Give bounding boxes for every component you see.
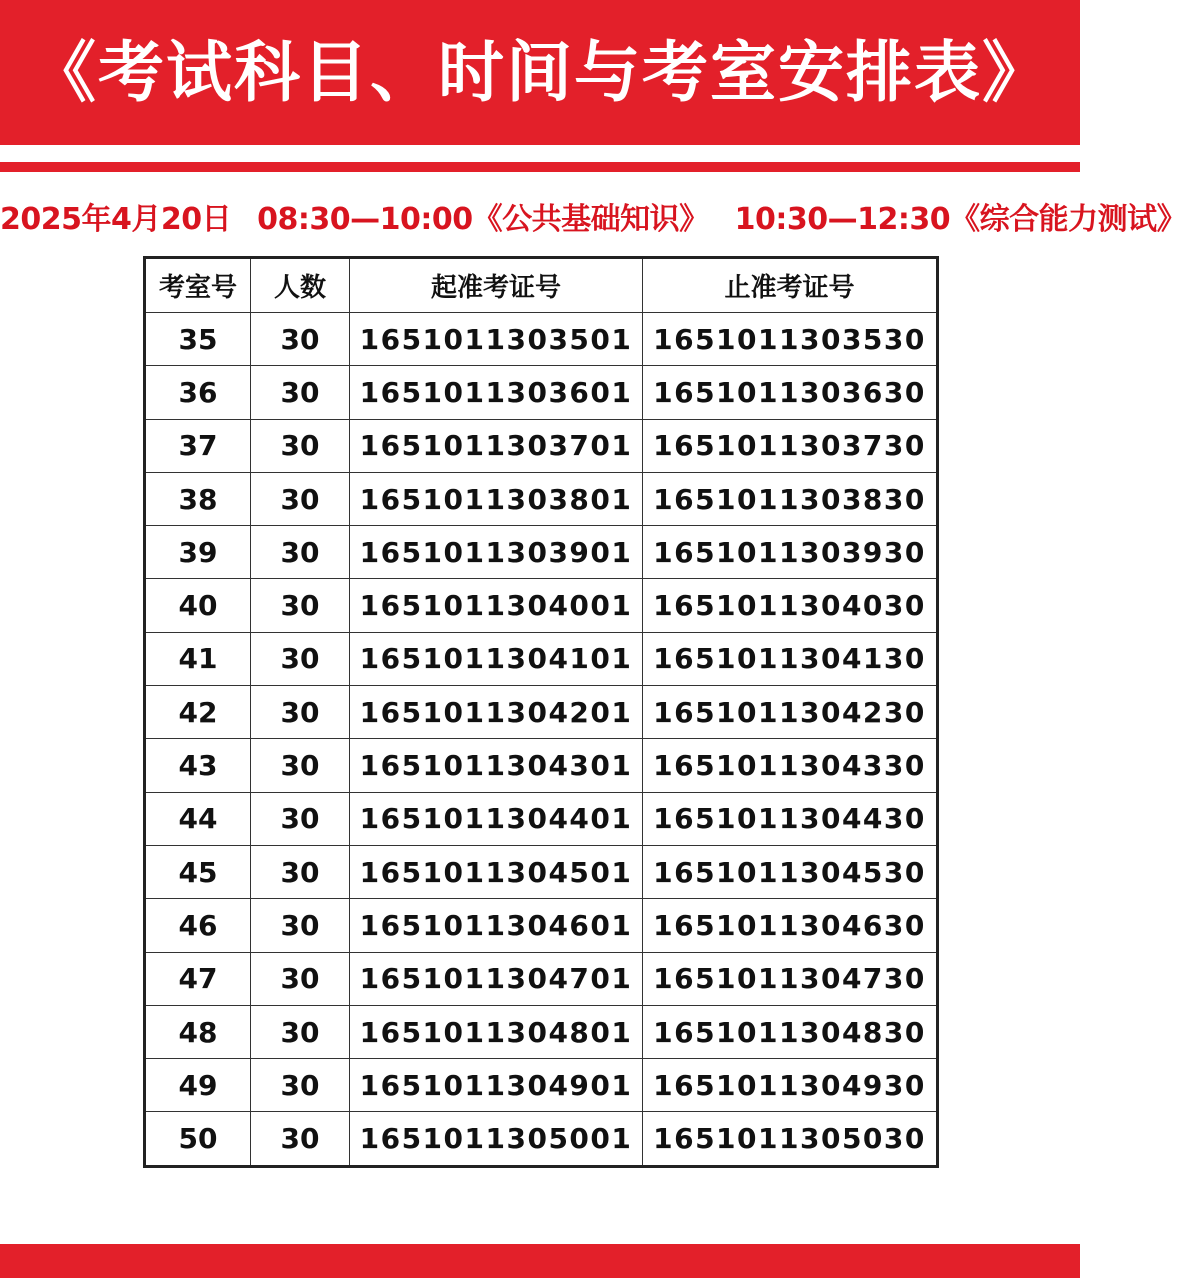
header-start-ticket: 起准考证号 — [350, 258, 643, 313]
bottom-stripe — [0, 1244, 1080, 1278]
headcount-cell: 30 — [251, 1112, 350, 1166]
header-headcount: 人数 — [251, 258, 350, 313]
headcount-cell: 30 — [251, 739, 350, 792]
table-row — [145, 845, 938, 898]
table-row — [145, 632, 938, 685]
headcount-cell: 30 — [251, 419, 350, 472]
end-ticket-cell: 1651011303530 — [643, 313, 938, 366]
header-end-ticket: 止准考证号 — [643, 258, 938, 313]
table-row — [145, 419, 938, 472]
room-number-cell: 39 — [145, 526, 251, 579]
table-row — [145, 686, 938, 739]
table-row — [145, 1059, 938, 1112]
room-number-cell: 46 — [145, 899, 251, 952]
room-number-cell: 50 — [145, 1112, 251, 1166]
end-ticket-cell: 1651011303730 — [643, 419, 938, 472]
headcount-cell: 30 — [251, 526, 350, 579]
headcount-cell: 30 — [251, 579, 350, 632]
headcount-cell: 30 — [251, 313, 350, 366]
table-row — [145, 1112, 938, 1166]
end-ticket-cell: 1651011303630 — [643, 366, 938, 419]
table-row — [145, 313, 938, 366]
start-ticket-cell: 1651011304601 — [350, 899, 643, 952]
end-ticket-cell: 1651011304530 — [643, 845, 938, 898]
end-ticket-cell: 1651011303830 — [643, 472, 938, 525]
title-underline-stripe — [0, 162, 1080, 172]
headcount-cell: 30 — [251, 1059, 350, 1112]
room-number-cell: 41 — [145, 632, 251, 685]
table-row — [145, 472, 938, 525]
end-ticket-cell: 1651011304630 — [643, 899, 938, 952]
header-room-number: 考室号 — [145, 258, 251, 313]
room-number-cell: 36 — [145, 366, 251, 419]
start-ticket-cell: 1651011304501 — [350, 845, 643, 898]
table-body — [145, 313, 938, 1167]
room-number-cell: 44 — [145, 792, 251, 845]
room-number-cell: 40 — [145, 579, 251, 632]
headcount-cell: 30 — [251, 899, 350, 952]
end-ticket-cell: 1651011304030 — [643, 579, 938, 632]
start-ticket-cell: 1651011305001 — [350, 1112, 643, 1166]
start-ticket-cell: 1651011304901 — [350, 1059, 643, 1112]
start-ticket-cell: 1651011303801 — [350, 472, 643, 525]
table-row — [145, 739, 938, 792]
table-row — [145, 366, 938, 419]
start-ticket-cell: 1651011303701 — [350, 419, 643, 472]
end-ticket-cell: 1651011305030 — [643, 1112, 938, 1166]
table-row — [145, 1005, 938, 1058]
room-number-cell: 35 — [145, 313, 251, 366]
table-header-row — [145, 258, 938, 313]
start-ticket-cell: 1651011303601 — [350, 366, 643, 419]
page-title: 《考试科目、时间与考室安排表》 — [30, 34, 1050, 111]
headcount-cell: 30 — [251, 472, 350, 525]
start-ticket-cell: 1651011303501 — [350, 313, 643, 366]
end-ticket-cell: 1651011303930 — [643, 526, 938, 579]
headcount-cell: 30 — [251, 845, 350, 898]
start-ticket-cell: 1651011304001 — [350, 579, 643, 632]
exam-schedule-line — [0, 190, 1186, 250]
room-number-cell: 42 — [145, 686, 251, 739]
room-number-cell: 48 — [145, 1005, 251, 1058]
exam-date: 2025年4月20日 — [0, 202, 232, 237]
end-ticket-cell: 1651011304830 — [643, 1005, 938, 1058]
table-row — [145, 526, 938, 579]
headcount-cell: 30 — [251, 366, 350, 419]
session2-time: 10:30—12:30 — [734, 202, 951, 237]
room-assignment-table — [143, 256, 939, 1168]
headcount-cell: 30 — [251, 792, 350, 845]
end-ticket-cell: 1651011304930 — [643, 1059, 938, 1112]
room-number-cell: 37 — [145, 419, 251, 472]
table-row — [145, 952, 938, 1005]
start-ticket-cell: 1651011304101 — [350, 632, 643, 685]
start-ticket-cell: 1651011304701 — [350, 952, 643, 1005]
table-row — [145, 899, 938, 952]
room-number-cell: 38 — [145, 472, 251, 525]
room-assignment-table-wrap — [143, 256, 936, 1172]
headcount-cell: 30 — [251, 686, 350, 739]
session2-subject: 《综合能力测试》 — [950, 202, 1186, 237]
headcount-cell: 30 — [251, 952, 350, 1005]
headcount-cell: 30 — [251, 632, 350, 685]
end-ticket-cell: 1651011304230 — [643, 686, 938, 739]
start-ticket-cell: 1651011304801 — [350, 1005, 643, 1058]
room-number-cell: 49 — [145, 1059, 251, 1112]
start-ticket-cell: 1651011304301 — [350, 739, 643, 792]
end-ticket-cell: 1651011304430 — [643, 792, 938, 845]
session1-subject: 《公共基础知识》 — [472, 202, 709, 237]
end-ticket-cell: 1651011304330 — [643, 739, 938, 792]
table-row — [145, 579, 938, 632]
room-number-cell: 45 — [145, 845, 251, 898]
start-ticket-cell: 1651011304201 — [350, 686, 643, 739]
table-row — [145, 792, 938, 845]
end-ticket-cell: 1651011304130 — [643, 632, 938, 685]
headcount-cell: 30 — [251, 1005, 350, 1058]
room-number-cell: 47 — [145, 952, 251, 1005]
start-ticket-cell: 1651011304401 — [350, 792, 643, 845]
room-number-cell: 43 — [145, 739, 251, 792]
session1-time: 08:30—10:00 — [257, 202, 473, 237]
start-ticket-cell: 1651011303901 — [350, 526, 643, 579]
end-ticket-cell: 1651011304730 — [643, 952, 938, 1005]
